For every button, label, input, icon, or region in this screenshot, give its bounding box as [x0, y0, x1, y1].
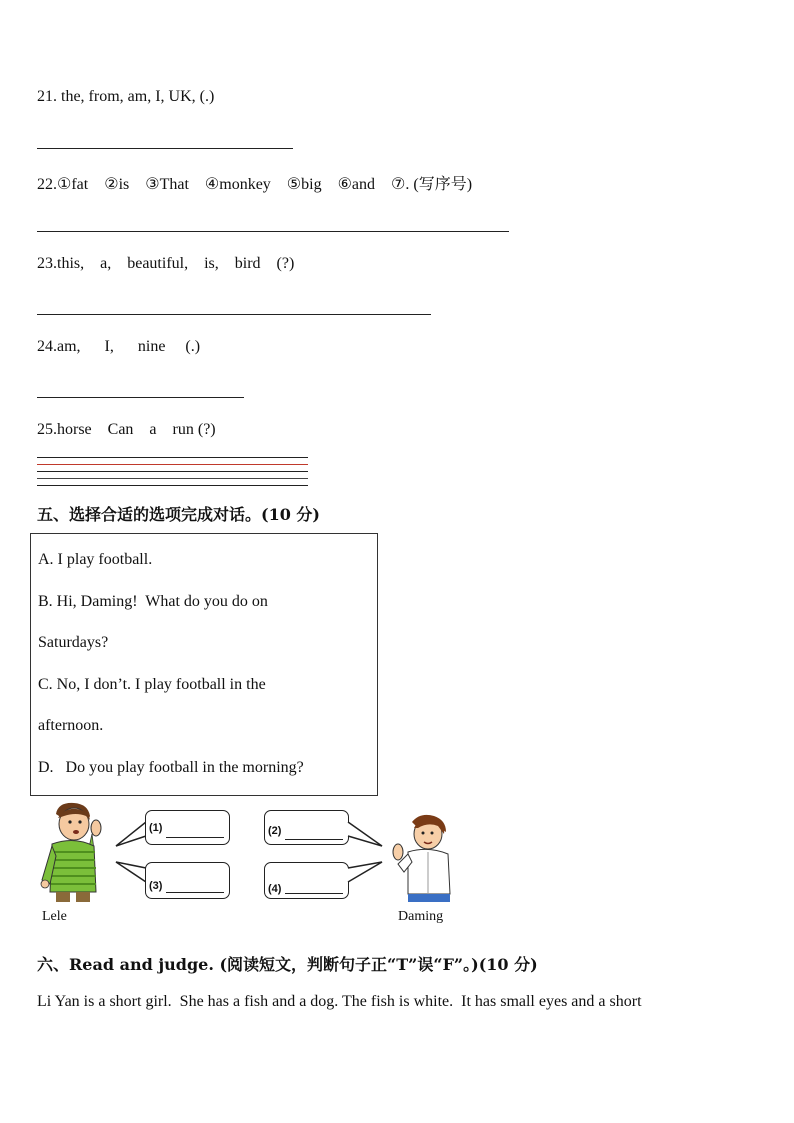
- reading-paragraph: Li Yan is a short girl. She has a fish and a dog. The fish is white. It has small eyes and a short: [37, 993, 642, 1010]
- option-d: D. Do you play football in the morning?: [38, 759, 304, 776]
- speech-bubble-2: (2): [264, 810, 349, 845]
- question-25: 25.horse Can a run (?): [37, 421, 216, 438]
- option-c-continued: afternoon.: [38, 717, 104, 734]
- question-22: 22.①fat ②is ③That ④monkey ⑤big ⑥and ⑦. (写序号): [37, 176, 473, 193]
- question-21: 21. the, from, am, I, UK, (.): [37, 88, 215, 105]
- daming-label: Daming: [398, 909, 444, 924]
- answer-line-22: [37, 231, 509, 232]
- bubble-4-tail: [346, 858, 384, 898]
- option-a: A. I play football.: [38, 551, 153, 568]
- question-23: 23.this, a, beautiful, is, bird (?): [37, 255, 295, 272]
- option-b-continued: Saturdays?: [38, 634, 109, 651]
- answer-line-24: [37, 397, 244, 398]
- section-5-title: 五、选择合适的选项完成对话。(10 分): [37, 505, 320, 524]
- option-c: C. No, I don’t. I play football in the: [38, 676, 266, 693]
- bubble-1-tail: [114, 812, 148, 852]
- lele-label: Lele: [42, 909, 67, 924]
- answer-line-23: [37, 314, 431, 315]
- section-6-title: 六、Read and judge. (阅读短文，判断句子正“T”误“F”。)(10 分): [37, 955, 538, 974]
- daming-illustration: [390, 812, 458, 902]
- bubble-3-tail: [114, 858, 148, 898]
- speech-bubble-4: (4): [264, 862, 349, 899]
- options-box: [30, 533, 378, 796]
- speech-bubble-1: (1): [145, 810, 230, 845]
- lele-illustration: [34, 800, 114, 902]
- answer-line-21: [37, 148, 293, 149]
- bubble-2-tail: [346, 812, 384, 852]
- option-b: B. Hi, Daming! What do you do on: [38, 593, 268, 610]
- speech-bubble-3: (3): [145, 862, 230, 899]
- question-24: 24.am, I, nine (.): [37, 338, 201, 355]
